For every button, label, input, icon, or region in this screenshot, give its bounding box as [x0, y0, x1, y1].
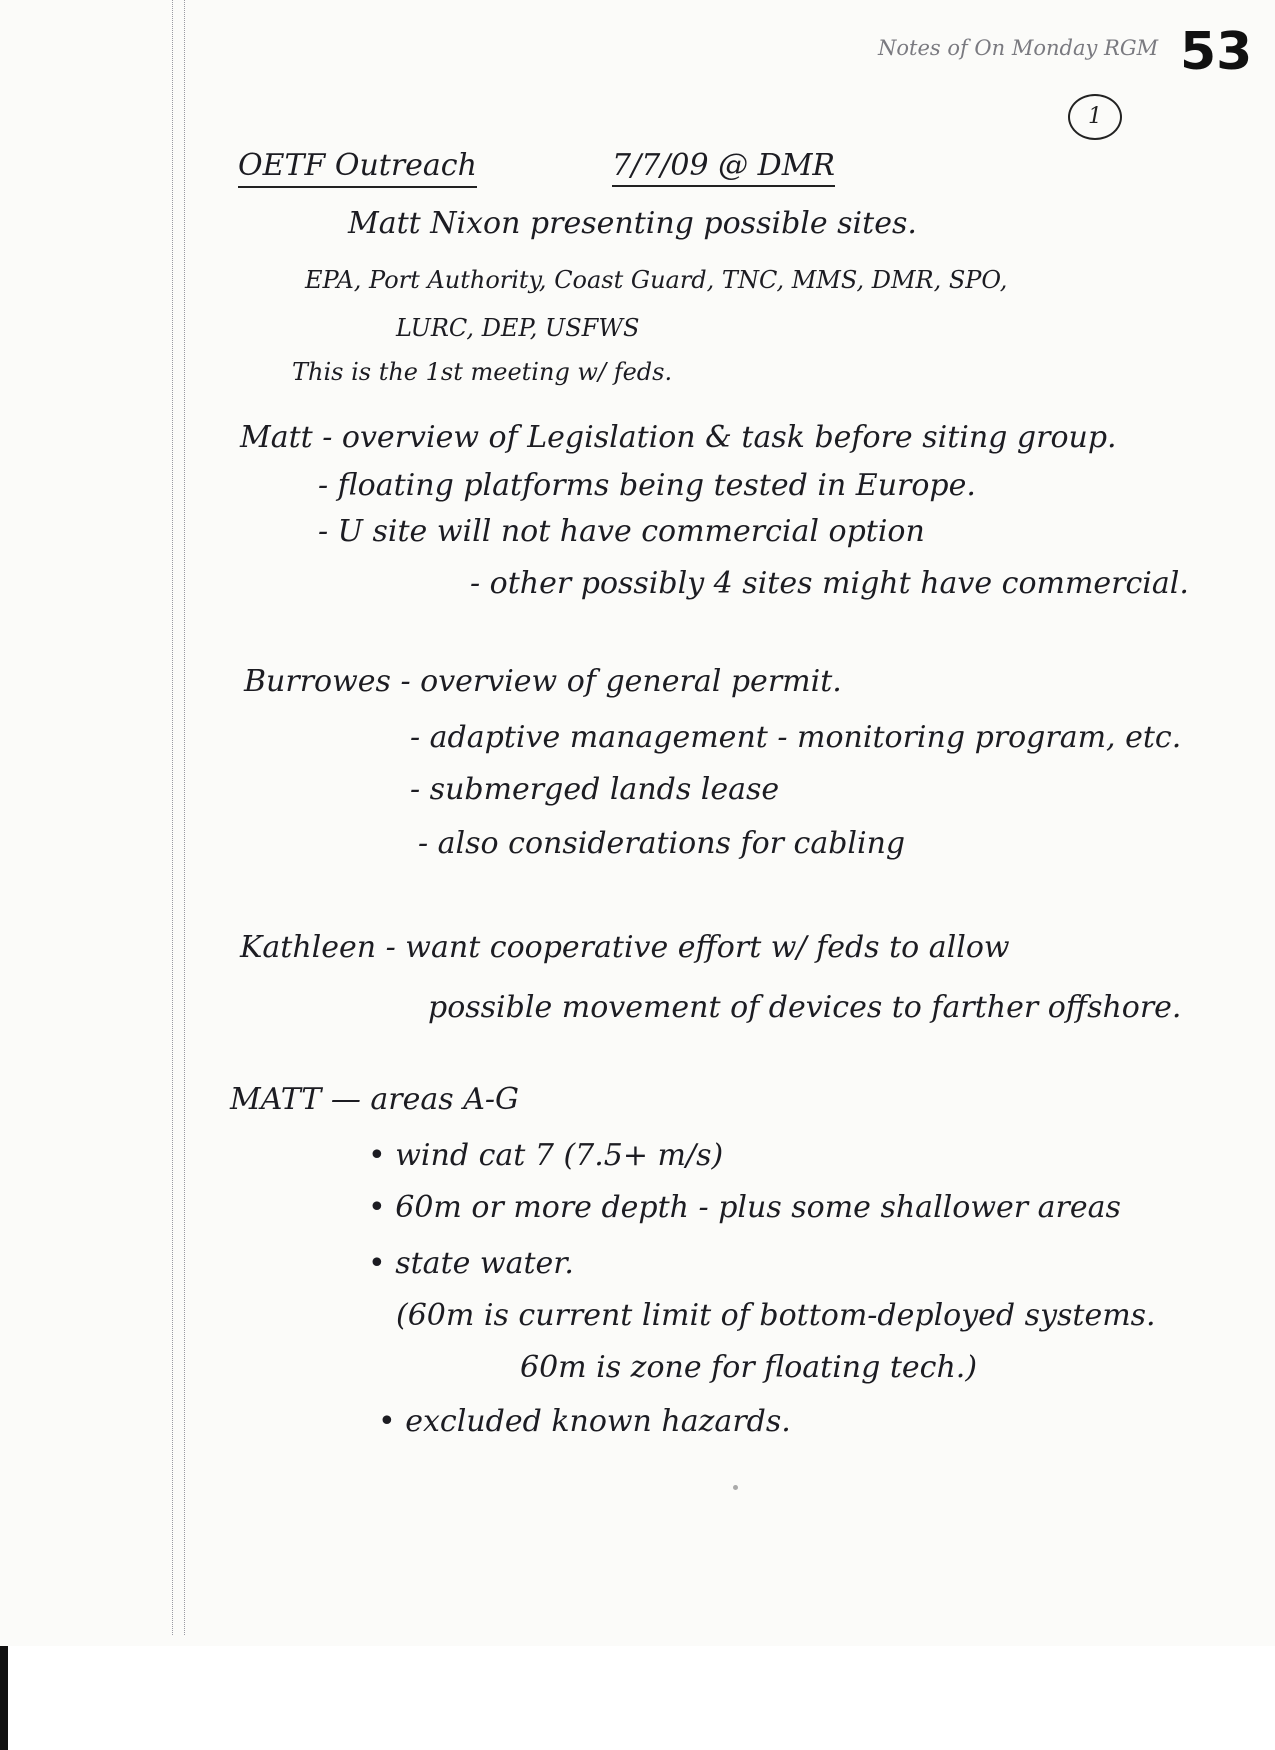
note-line: This is the 1st meeting w/ feds.	[292, 358, 673, 386]
note-line: EPA, Port Authority, Coast Guard, TNC, MMS, DMR, SPO,	[305, 266, 1008, 294]
note-line: Kathleen - want cooperative effort w/ feds to allow	[240, 930, 1010, 965]
note-line: • wind cat 7 (7.5+ m/s)	[368, 1138, 724, 1173]
note-line: MATT — areas A-G	[230, 1082, 519, 1117]
note-line: • state water.	[368, 1246, 574, 1281]
note-line: 60m is zone for floating tech.)	[520, 1350, 978, 1385]
note-line: Burrowes - overview of general permit.	[244, 664, 842, 699]
paper-speck	[733, 1485, 738, 1490]
title-date: 7/7/09 @ DMR	[612, 148, 835, 184]
circled-page-number: 1	[1068, 94, 1122, 140]
margin-line	[184, 0, 185, 1635]
note-line: (60m is current limit of bottom-deployed systems.	[396, 1298, 1156, 1333]
scan-corner-shadow	[0, 1646, 8, 1750]
note-line: Matt - overview of Legislation & task before siting group.	[240, 420, 1117, 455]
page-number: 53	[1180, 22, 1253, 82]
note-line: - adaptive management - monitoring program, etc.	[410, 720, 1182, 755]
note-line: possible movement of devices to farther offshore.	[428, 990, 1182, 1025]
note-line: LURC, DEP, USFWS	[396, 314, 640, 342]
note-line: • 60m or more depth - plus some shallower areas	[368, 1190, 1121, 1225]
note-line: Matt Nixon presenting possible sites.	[348, 206, 917, 241]
scan-bottom-edge	[0, 1646, 1275, 1750]
note-line: - also considerations for cabling	[418, 826, 906, 861]
note-line: • excluded known hazards.	[378, 1404, 791, 1439]
note-line: - other possibly 4 sites might have commercial.	[470, 566, 1189, 601]
title-heading: OETF Outreach	[238, 148, 477, 188]
note-line: - submerged lands lease	[410, 772, 780, 807]
corner-note: Notes of On Monday RGM	[878, 36, 1159, 60]
margin-line	[172, 0, 173, 1635]
note-line: - floating platforms being tested in Europe.	[318, 468, 976, 503]
note-line: - U site will not have commercial option	[318, 514, 925, 549]
